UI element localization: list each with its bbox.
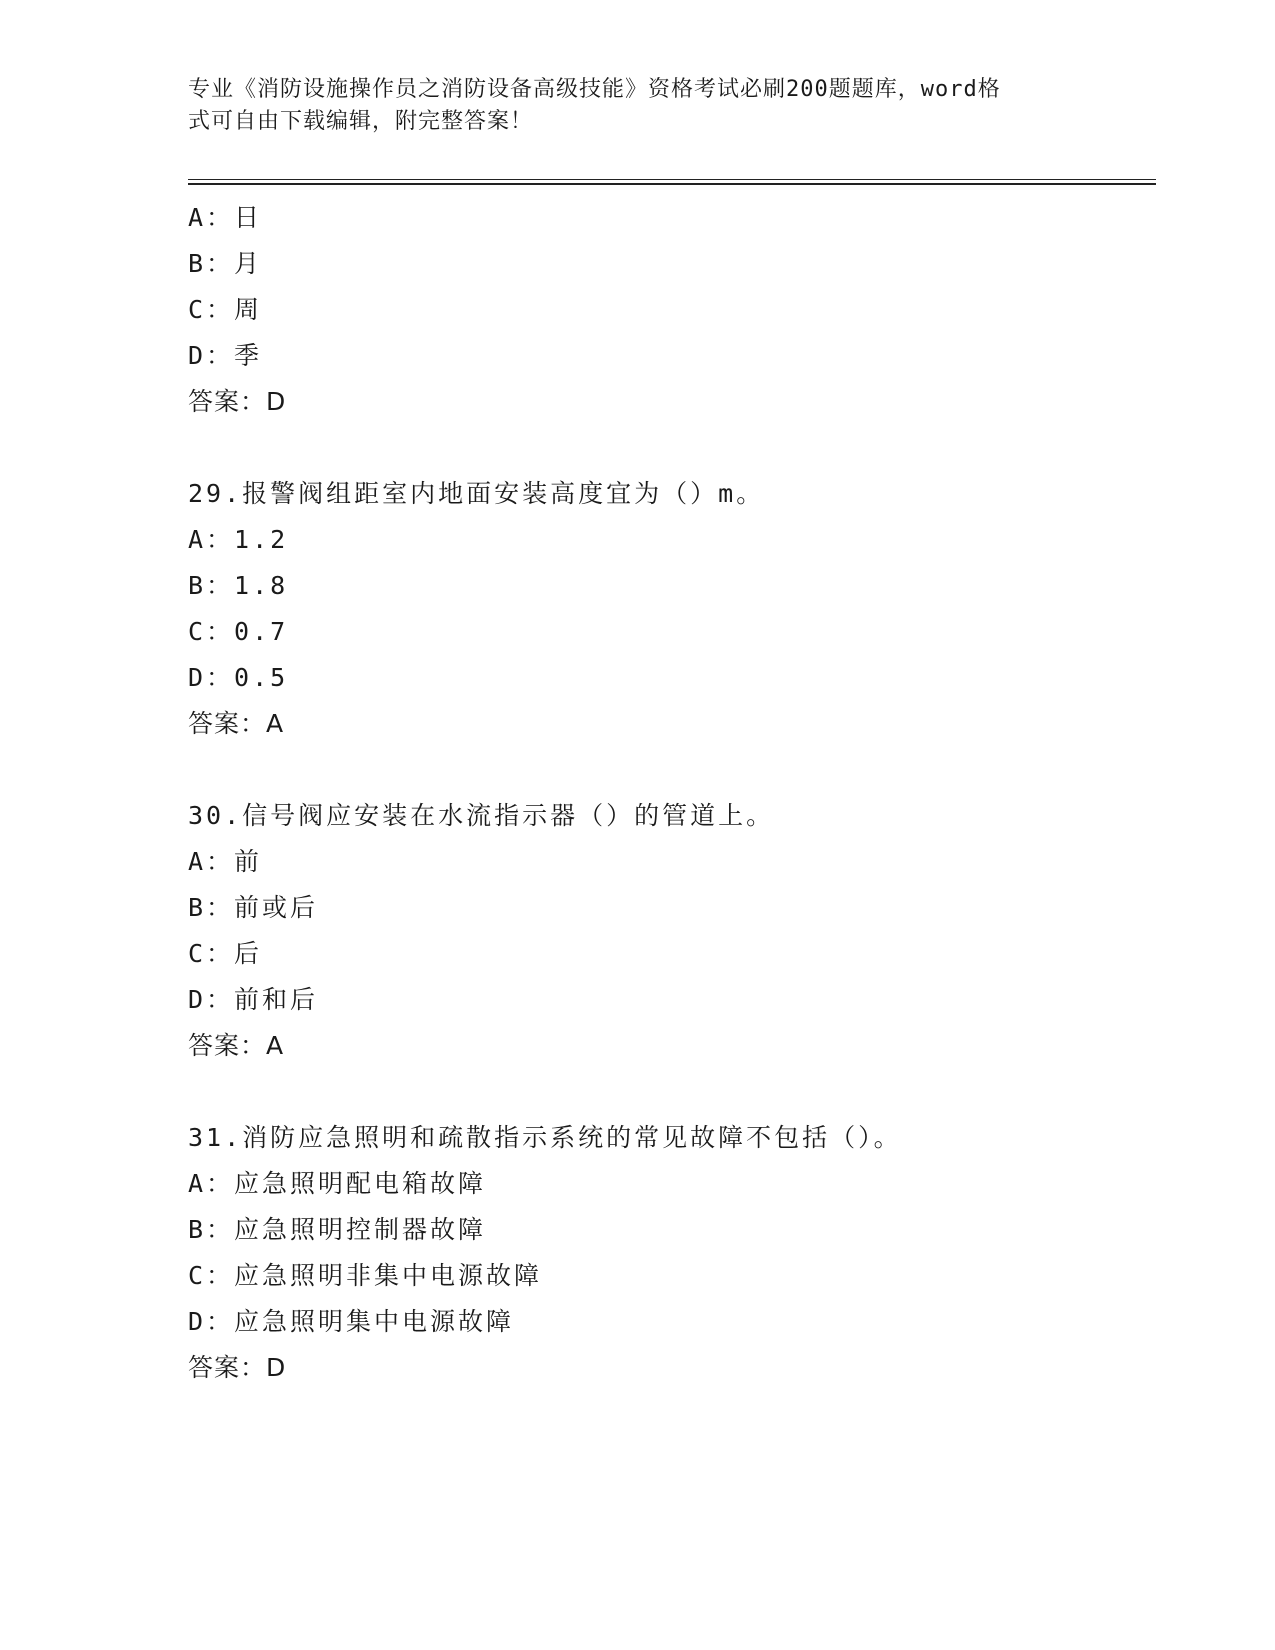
option-b: B：1.8 [188,571,289,600]
answer: 答案：D [188,387,287,416]
header-divider-top [188,179,1156,180]
answer: 答案：A [188,709,285,738]
question-30 [188,793,1148,1069]
option-b: B：前或后 [188,893,319,922]
answer: 答案：A [188,1031,285,1060]
header-divider-bottom [188,183,1156,185]
option-c: C：周 [188,295,263,324]
option-d: D：应急照明集中电源故障 [188,1307,515,1336]
option-b: B：应急照明控制器故障 [188,1215,487,1244]
header-line-1: 专业《消防设施操作员之消防设备高级技能》资格考试必刷200题题库，word格 [188,77,1001,102]
question-list [188,195,1148,1391]
question-text: 31.消防应急照明和疏散指示系统的常见故障不包括（）。 [188,1123,902,1152]
spacer [188,747,1148,793]
option-a: A：日 [188,203,263,232]
header-line-2: 式可自由下载编辑，附完整答案！ [188,109,534,134]
spacer [188,425,1148,471]
option-d: D：前和后 [188,985,319,1014]
question-29 [188,471,1148,747]
question-31 [188,1115,1148,1391]
spacer [188,1069,1148,1115]
option-c: C：应急照明非集中电源故障 [188,1261,543,1290]
question-text: 30.信号阀应安装在水流指示器（）的管道上。 [188,801,775,830]
question-text: 29.报警阀组距室内地面安装高度宜为（）m。 [188,479,765,508]
option-c: C：后 [188,939,263,968]
question-28 [188,195,1148,425]
document-header [188,74,1068,138]
answer: 答案：D [188,1353,287,1382]
option-c: C：0.7 [188,617,289,646]
option-d: D：季 [188,341,263,370]
option-a: A：应急照明配电箱故障 [188,1169,487,1198]
option-a: A：1.2 [188,525,289,554]
option-b: B：月 [188,249,263,278]
option-d: D：0.5 [188,663,289,692]
option-a: A：前 [188,847,263,876]
